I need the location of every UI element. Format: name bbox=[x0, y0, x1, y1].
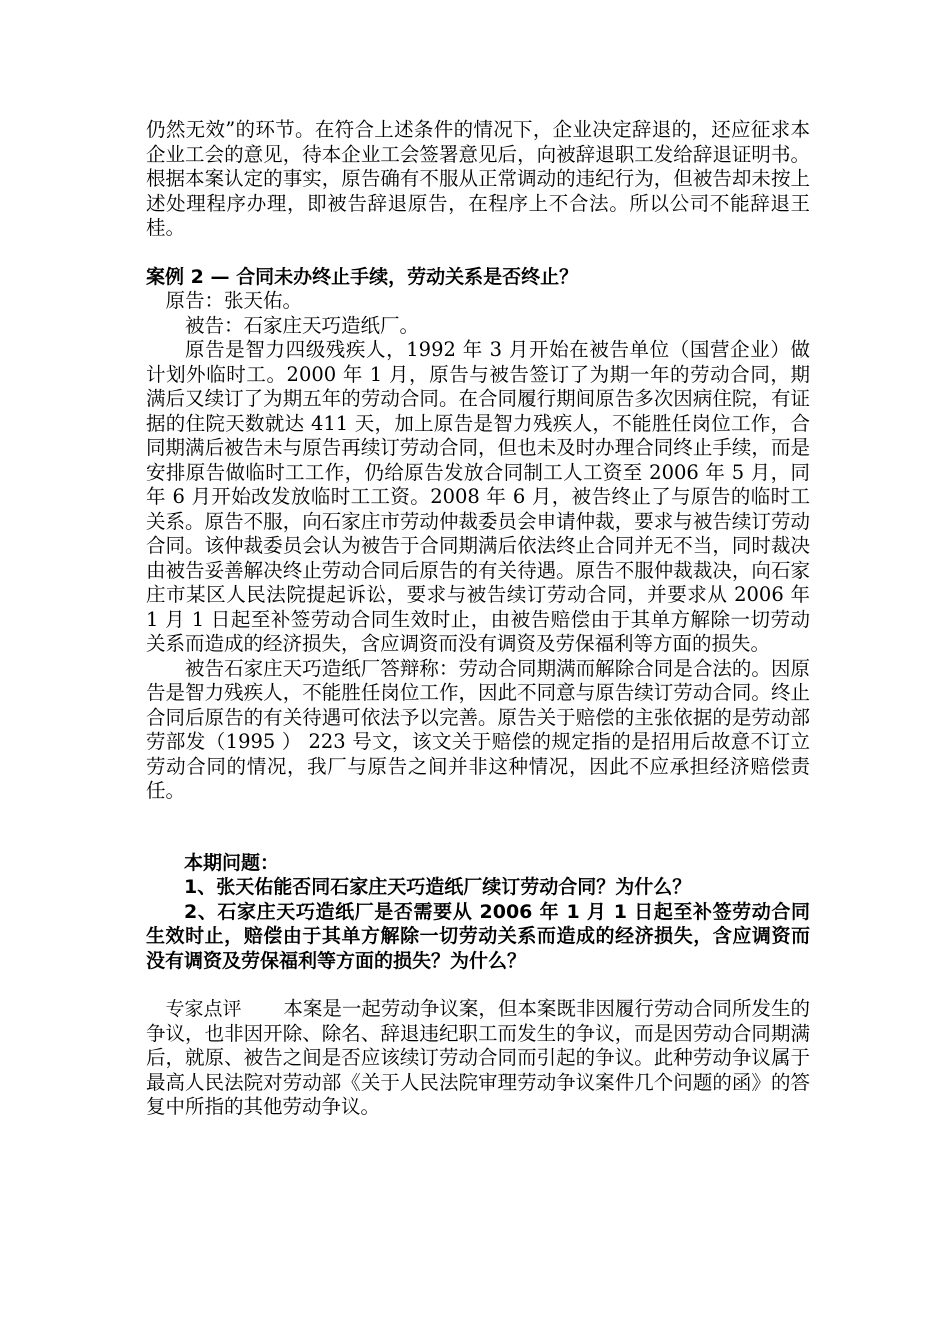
spacer bbox=[146, 241, 810, 265]
document-page bbox=[146, 118, 810, 1120]
case2-title: 案例 2 — 合同未办终止手续，劳动关系是否终止？ bbox=[146, 265, 579, 288]
spacer bbox=[146, 973, 810, 997]
questions-section bbox=[146, 851, 810, 974]
question-1: 1、张天佑能否同石家庄天巧造纸厂续订劳动合同？为什么？ bbox=[184, 876, 692, 898]
case2-defense: 被告石家庄天巧造纸厂答辩称：劳动合同期满而解除合同是合法的。因原告是智力残疾人，不能胜任岗位工作，因此不同意与原告续订劳动合同。终止合同后原告的有关待遇可依法予以完善。原告关于赔偿的主张依据的是劳动部劳部发（1995 ） 223 号文，该文关于赔偿的规定指的是招用后故意不订立劳动合同的情况，我厂与原告之间并非这种情况，因此不应承担经济赔偿责任。 bbox=[146, 656, 810, 802]
question-2: 2、石家庄天巧造纸厂是否需要从 2006 年 1 月 1 日起至补签劳动合同生效时止，赔偿由于其单方解除一切劳动关系而造成的经济损失，含应调资而没有调资及劳保福利等方面的损失？为什么？ bbox=[146, 900, 810, 972]
expert-review bbox=[146, 997, 810, 1120]
case2-plaintiff: 原告：张天佑。 bbox=[165, 289, 303, 312]
questions-heading: 本期问题： bbox=[184, 851, 280, 874]
case2-facts: 原告是智力四级残疾人，1992 年 3 月开始在被告单位（国营企业）做计划外临时工。2000 年 1 月，原告与被告签订了为期一年的劳动合同，期满后又续订了为期五年的劳动合同。在合同履行期间原告多次因病住院，有证据的住院天数就达 411 天，加上原告是智力残疾人，不能胜任岗位工作，合同期满后被告未与原告再续订劳动合同，但也未及时办理合同终止手续，而是安排原告做临时工工作，仍给原告发放合同制工人工资至 2006 年 5 月，同年 6 月开始改发放临时工工资。2008 年 6 月，被告终止了与原告的临时工关系。原告不服，向石家庄市劳动仲裁委员会申请仲裁，要求与被告续订劳动合同。该仲裁委员会认为被告于合同期满后依法终止合同并无不当，同时裁决由被告妥善解决终止劳动合同后原告的有关待遇。原告不服仲裁裁决，向石家庄市某区人民法院提起诉讼，要求与被告续订劳动合同，并要求从 2006 年 1 月 1 日起至补签劳动合同生效时止，由被告赔偿由于其单方解除一切劳动关系而造成的经济损失，含应调资而没有调资及劳保福利等方面的损失。 bbox=[146, 338, 810, 655]
case2-defendant: 被告：石家庄天巧造纸厂。 bbox=[185, 313, 420, 337]
intro-paragraph: 仍然无效”的环节。在符合上述条件的情况下，企业决定辞退的，还应征求本企业工会的意见，待本企业工会签署意见后，向被辞退职工发给辞退证明书。根据本案认定的事实，原告确有不服从正常调动的违纪行为，但被告却未按上述处理程序办理，即被告辞退原告，在程序上不合法。所以公司不能辞退王桂。 bbox=[146, 118, 810, 239]
expert-review-text: 本案是一起劳动争议案，但本案既非因履行劳动合同所发生的争议，也非因开除、除名、辞退违纪职工而发生的争议，而是因劳动合同期满后，就原、被告之间是否应该续订劳动合同而引起的争议。此种劳动争议属于最高人民法院对劳动部《关于人民法院审理劳动争议案件几个问题的函》的答复中所指的其他劳动争议。 bbox=[146, 997, 810, 1118]
spacer bbox=[146, 804, 810, 851]
expert-review-label: 专家点评 bbox=[165, 998, 242, 1020]
